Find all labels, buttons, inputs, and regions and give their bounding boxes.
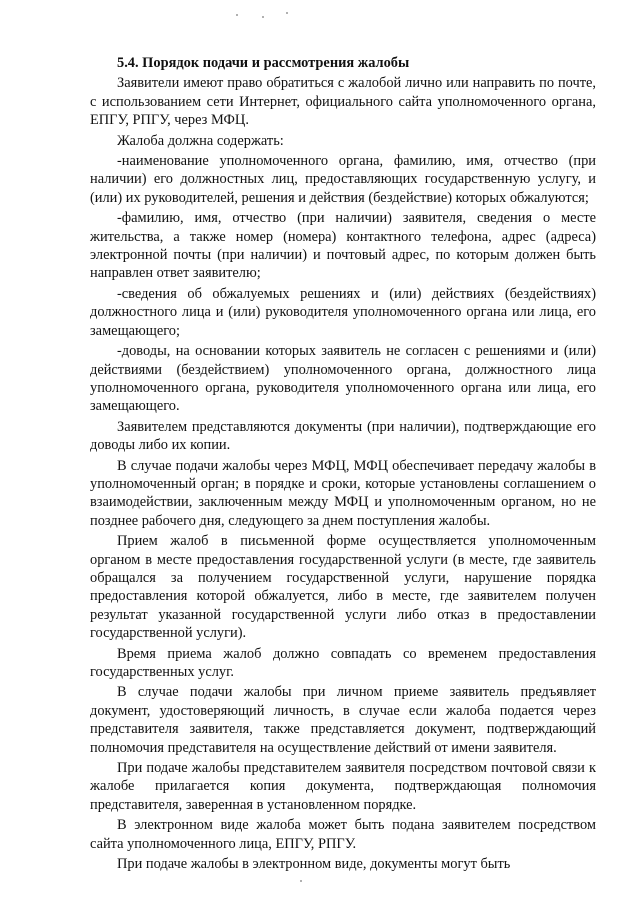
paragraph: Заявителем представляются документы (при наличии), подтверждающие его доводы либо их копии. (90, 418, 596, 454)
scan-speck (236, 14, 238, 16)
document-body (90, 54, 596, 875)
paragraph: При подаче жалобы в электронном виде, документы могут быть (117, 856, 511, 873)
list-item: -наименование уполномоченного органа, фамилию, имя, отчество (при наличии) его должностных лиц, предоставляющих государственную услугу, и (или) их руководителей, решения и действия (бездействие) которых обжалуются; (90, 153, 596, 206)
list-item: -сведения об обжалуемых решениях и (или) действиях (бездействиях) должностного лица и (или) руководителя уполномоченного органа или лица, его замещающего; (90, 285, 596, 339)
section-heading: 5.4. Порядок подачи и рассмотрения жалобы (117, 55, 410, 71)
paragraph: В электронном виде жалоба может быть подана заявителем посредством сайта уполномоченного лица, ЕПГУ, РПГУ. (90, 817, 596, 852)
paragraph: При подаче жалобы представителем заявителя посредством почтовой связи к жалобе прилагается копия документа, подтверждающая полномочия представителя, заверенная в установленном порядке. (90, 760, 596, 813)
paragraph: Прием жалоб в письменной форме осуществляется уполномоченным органом в месте предоставления государственной услуги (в месте, где заявитель обращался за получением государственной услуги, нарушение порядка предоставления которой обжалуется, либо в месте, где заявителем получен результат указанной государственной услуги либо отказ в предоставлении государственной услуги). (90, 533, 596, 642)
paragraph: Жалоба должна содержать: (117, 132, 284, 149)
list-item: -фамилию, имя, отчество (при наличии) заявителя, сведения о месте жительства, а также номер (номера) контактного телефона, адрес (адреса) электронной почты (при наличии) и почтовый адрес, по которым должен быть направлен ответ заявителю; (90, 210, 596, 282)
scan-speck (286, 12, 288, 14)
paragraph: В случае подачи жалобы через МФЦ, МФЦ обеспечивает передачу жалобы в уполномоченный орган; в порядке и сроки, которые установлены соглашением о взаимодействии, заключенным между МФЦ и уполномоченным органом, но не позднее рабочего дня, следующего за днем поступления жалобы. (90, 457, 596, 529)
scan-speck (262, 16, 264, 18)
scan-speck (300, 880, 302, 882)
paragraph: Время приема жалоб должно совпадать со временем предоставления государственных услуг. (90, 645, 596, 680)
paragraph: Заявители имеют право обратиться с жалобой лично или направить по почте, с использованием сети Интернет, официального сайта уполномоченного органа, ЕПГУ, РПГУ, через МФЦ. (90, 75, 596, 129)
list-item: -доводы, на основании которых заявитель не согласен с решениями и (или) действиями (бездействием) уполномоченного органа, должностного лица уполномоченного органа, руководителя уполномоченного органа или лица, его замещающего. (90, 343, 596, 415)
paragraph: В случае подачи жалобы при личном приеме заявитель предъявляет документ, удостоверяющий личность, в случае если жалоба подается через представителя заявителя, также представляется документ, подтверждающий полномочия представителя на осуществление действий от имени заявителя. (90, 684, 596, 756)
